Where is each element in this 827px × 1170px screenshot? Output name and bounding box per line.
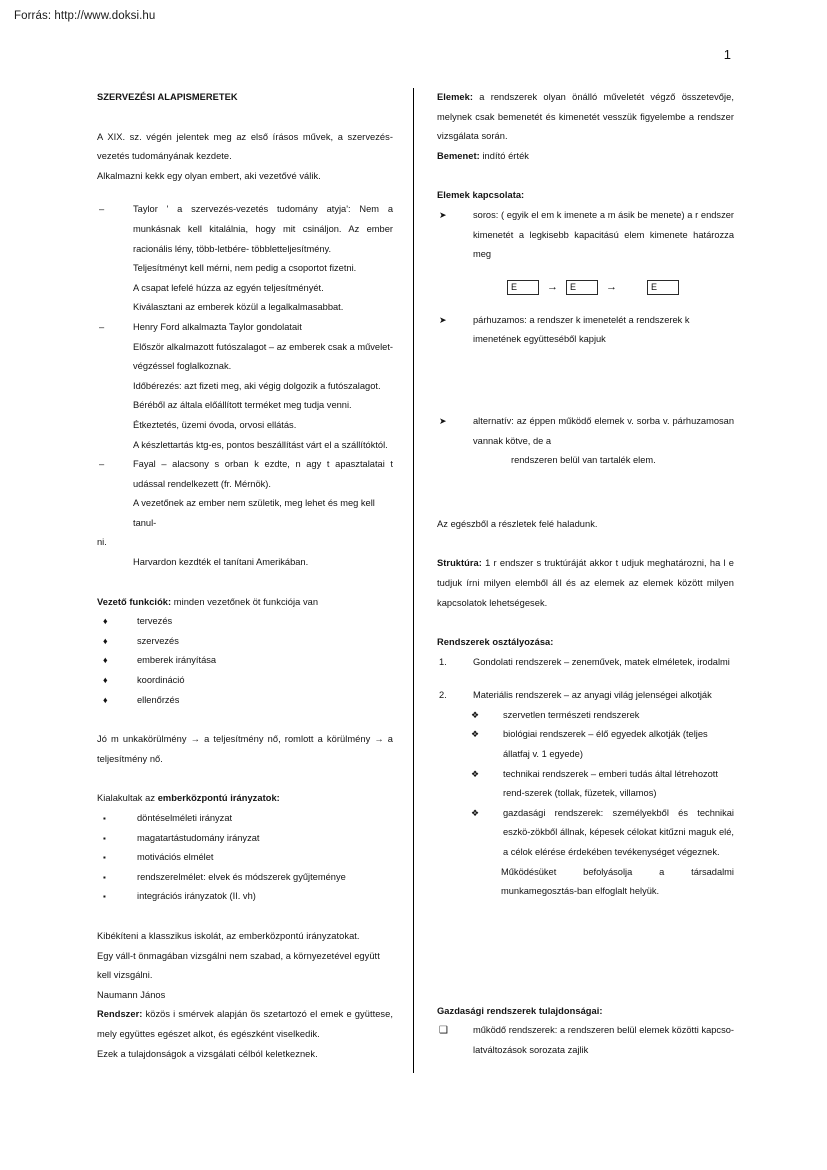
source-url-line: Forrás: http://www.doksi.hu: [14, 10, 156, 22]
list-number: 1.: [439, 656, 447, 667]
system-definition-term: Rendszer:: [97, 1009, 143, 1020]
function-item-3: koordináció: [137, 675, 185, 686]
thinker-ford-sub-3: Étkeztetés, üzemi óvoda, orvosi ellátás.: [133, 419, 297, 430]
thinker-fayal-hanging: ni.: [97, 537, 107, 548]
petal-bullet-icon: ❖: [471, 709, 480, 720]
closing-author: Naumann János: [97, 989, 166, 1000]
intro-paragraph-2: Alkalmazni kekk egy olyan embert, aki vezetővé válik.: [97, 170, 321, 181]
dash-bullet-icon: –: [99, 204, 105, 215]
square-bullet-icon: ▪: [103, 833, 106, 843]
arrow-bullet-icon: ➤: [439, 415, 447, 426]
list-item: [97, 455, 393, 494]
economic-properties-heading: Gazdasági rendszerek tulajdonságai:: [437, 1005, 603, 1016]
petal-bullet-icon: ❖: [471, 807, 480, 818]
list-item: [437, 653, 734, 673]
petal-bullet-icon: ❖: [471, 729, 480, 740]
dash-bullet-icon: –: [99, 321, 105, 332]
material-subitem-1: biológiai rendszerek – élő egyedek alkotják (teljes állatfaj v. 1 egyede): [503, 729, 708, 760]
connection-alternative-tail: rendszeren belül van tartalék elem.: [511, 455, 656, 466]
element-box-2: E: [566, 280, 598, 295]
left-column: [97, 88, 393, 1064]
closing-paragraph-1: Kibékíteni a klasszikus iskolát, az emberközpontú irányzatokat.: [97, 930, 360, 941]
diamond-bullet-icon: ♦: [103, 655, 108, 666]
thinker-taylor-sub-2: Kiválasztani az emberek közül a legalkalmasabbat.: [133, 302, 344, 313]
list-item: [437, 706, 734, 726]
input-definition-term: Bemenet:: [437, 150, 480, 161]
material-subitem-3-continued: [437, 863, 734, 902]
trend-item-4: integrációs irányzatok (II. vh): [137, 891, 256, 902]
thinker-ford-sub-1: Időbérezés: azt fizeti meg, aki végig dolgozik a futószalagot.: [133, 380, 381, 391]
list-item: [97, 651, 393, 671]
elements-definition-body: a rendszerek olyan önálló műveletét végző összetevője, melynek csak bemenetét és kimenetét vesszük figyelembe a rendszer vizsgálata során.: [437, 92, 734, 142]
arrow-right-icon: →: [547, 281, 558, 294]
square-bullet-icon: ▪: [103, 853, 106, 863]
list-item: [437, 686, 734, 706]
function-item-2: emberek irányítása: [137, 655, 217, 666]
connection-parallel-text: párhuzamos: a rendszer k imenetelét a rendszerek k imenetének együtteséből kapjuk: [473, 314, 690, 345]
list-item: [97, 671, 393, 691]
list-item: [97, 868, 393, 888]
page-number: 1: [723, 47, 731, 62]
list-item: [437, 311, 734, 350]
leader-functions-heading-rest: minden vezetőnek öt funkciója van: [171, 596, 319, 607]
list-item: [437, 765, 734, 804]
structure-definition-term: Struktúra:: [437, 558, 482, 569]
thinker-ford-text: Henry Ford alkalmazta Taylor gondolatait: [133, 321, 302, 332]
thinker-ford-sub-2: Béréből az általa előállított terméket meg tudja venni.: [133, 400, 352, 411]
classification-heading: Rendszerek osztályozása:: [437, 637, 554, 648]
input-definition-body: indító érték: [479, 150, 529, 161]
square-bullet-icon: ▪: [103, 872, 106, 882]
system-definition: [97, 1005, 393, 1044]
list-item: [97, 632, 393, 652]
elements-definition-term: Elemek:: [437, 92, 474, 102]
closing-paragraph-4: Ezek a tulajdonságok a vizsgálati célból keletkeznek.: [97, 1048, 318, 1059]
list-item: [97, 691, 393, 711]
list-item: [437, 725, 734, 764]
trend-item-3: rendszerelmélet: elvek és módszerek gyűjteménye: [137, 871, 346, 882]
page-title: SZERVEZÉSI ALAPISMERETEK: [97, 92, 238, 102]
function-item-4: ellenőrzés: [137, 694, 180, 705]
working-conditions-note: Jó m unkakörülmény → a teljesítmény nő, romlott a körülmény → a teljesítmény nő.: [97, 734, 393, 764]
list-item: [97, 200, 393, 259]
trends-heading-bold: emberközpontú irányzatok:: [157, 793, 280, 804]
material-subitem-2: technikai rendszerek – emberi tudás által létrehozott rend-szerek (tollak, füzetek, villamos): [503, 768, 718, 799]
trend-item-1: magatartástudomány irányzat: [137, 832, 260, 843]
arrow-bullet-icon: ➤: [439, 209, 447, 220]
diamond-bullet-icon: ♦: [103, 616, 108, 627]
thinker-ford-sub-0: Először alkalmazott futószalagot – az emberek csak a művelet-végzéssel foglalkoznak.: [133, 341, 393, 372]
list-number: 2.: [439, 690, 447, 701]
arrow-bullet-icon: ➤: [439, 314, 447, 325]
diamond-bullet-icon: ♦: [103, 635, 108, 646]
petal-bullet-icon: ❖: [471, 768, 480, 779]
list-item: [97, 848, 393, 868]
connection-alternative-text: alternatív: az éppen működő elemek v. sorba v. párhuzamosan vannak kötve, de a: [473, 415, 734, 446]
function-item-0: tervezés: [137, 616, 173, 627]
elements-definition: [437, 88, 734, 147]
leader-functions-heading-bold: Vezető funkciók:: [97, 596, 172, 607]
diamond-bullet-icon: ♦: [103, 694, 108, 705]
economic-property-item-0: működő rendszerek: a rendszeren belül elemek közötti kapcso-latváltozások sorozata zajlik: [473, 1025, 734, 1055]
closing-paragraph-2: Egy váll-t önmagában vizsgálni nem szabad, a környezetével együtt kell vizsgálni.: [97, 950, 380, 981]
thinker-taylor-sub-0: Teljesítményt kell mérni, nem pedig a csoportot fizetni.: [133, 263, 357, 274]
series-elements-diagram: [437, 274, 734, 302]
arrow-right-icon: →: [606, 281, 617, 294]
list-item: [97, 887, 393, 907]
intro-paragraph-1: A XIX. sz. végén jelentek meg az első írásos művek, a szervezés-vezetés tudományának kezdete.: [97, 131, 393, 162]
dash-bullet-icon: –: [99, 459, 105, 470]
structure-definition: [437, 554, 734, 613]
whole-to-parts-note: Az egészből a részletek felé haladunk.: [437, 518, 598, 529]
function-item-1: szervezés: [137, 635, 179, 646]
thinker-taylor-sub-1: A csapat lefelé húzza az egyén teljesítményét.: [133, 282, 324, 293]
element-connections-heading: Elemek kapcsolata:: [437, 190, 525, 201]
human-centered-trends-heading: [97, 789, 393, 809]
element-box-3: E: [647, 280, 679, 295]
thinker-taylor-text: Taylor ' a szervezés-vezetés tudomány atyja': Nem a munkásnak kell kitalálnia, hogy mit csináljon. Az ember racionális lény, több-letbére- többletteljesítmény.: [133, 204, 393, 254]
list-item: [97, 318, 393, 338]
thinker-fayal-text: Fayal – alacsony s orban k ezdte, n agy t apasztalatai t udással rendelkezett (fr. Mérnök).: [133, 459, 393, 489]
leader-functions-heading: [97, 593, 393, 613]
thinker-fayal-sub-0: A vezetőnek az ember nem születik, meg lehet és meg kell tanul-: [133, 498, 375, 528]
checkbox-bullet-icon: ❑: [439, 1025, 448, 1037]
square-bullet-icon: ▪: [103, 814, 106, 823]
thinker-ford-sub-4: A készlettartás ktg-es, pontos beszállítást várt el a szállítóktól.: [133, 439, 388, 450]
system-definition-body: közös i smérvek alapján ös szetartozó el emek e gyüttese, mely együttes egészet alkot, és egészként viselkedik.: [97, 1009, 393, 1039]
trend-item-2: motivációs elmélet: [137, 852, 214, 863]
list-item: [437, 206, 734, 265]
material-subitem-0: szervetlen természeti rendszerek: [503, 709, 640, 720]
material-subitem-3: gazdasági rendszerek: személyekből és technikai eszkö-zökből állnak, képesek célokat kitűzni maguk elé, a célok elérése érdekében tevékenységet végeznek.: [503, 807, 734, 858]
connection-serial-text: soros: ( egyik el em k imenete a m ásik be menete) a r endszer kimenetét a legkisebb kapacitású elem kimenete határozza meg: [473, 209, 734, 260]
column-divider: [413, 88, 414, 1073]
list-item: [97, 809, 393, 829]
diamond-bullet-icon: ♦: [103, 675, 108, 686]
square-bullet-icon: ▪: [103, 892, 106, 902]
classification-item-1-text: Materiális rendszerek – az anyagi világ jelenségei alkotják: [473, 690, 712, 701]
structure-definition-body: 1 r endszer s truktúráját akkor t udjuk meghatározni, ha l e tudjuk írni milyen elemből áll és az elemek az elemek között milyen kapcsolatok lehetségesek.: [437, 558, 734, 608]
trends-heading-plain: Kialakultak az: [97, 793, 158, 804]
classification-item-0-text: Gondolati rendszerek – zeneművek, matek elméletek, irodalmi: [473, 656, 730, 667]
list-item: [437, 412, 734, 451]
element-box-1: E: [507, 280, 539, 295]
right-column: [437, 88, 734, 1061]
input-definition: [437, 147, 734, 167]
thinker-fayal-sub-after-0: Harvardon kezdték el tanítani Amerikában.: [133, 557, 309, 568]
list-item: [437, 804, 734, 863]
list-item: [437, 1021, 734, 1060]
material-subitem-3-continued-text: Működésüket befolyásolja a társadalmi munkamegosztás-ban elfoglalt helyük.: [501, 866, 734, 897]
trend-item-0: döntéselméleti irányzat: [137, 813, 233, 823]
list-item: [97, 829, 393, 849]
list-item: [97, 612, 393, 632]
